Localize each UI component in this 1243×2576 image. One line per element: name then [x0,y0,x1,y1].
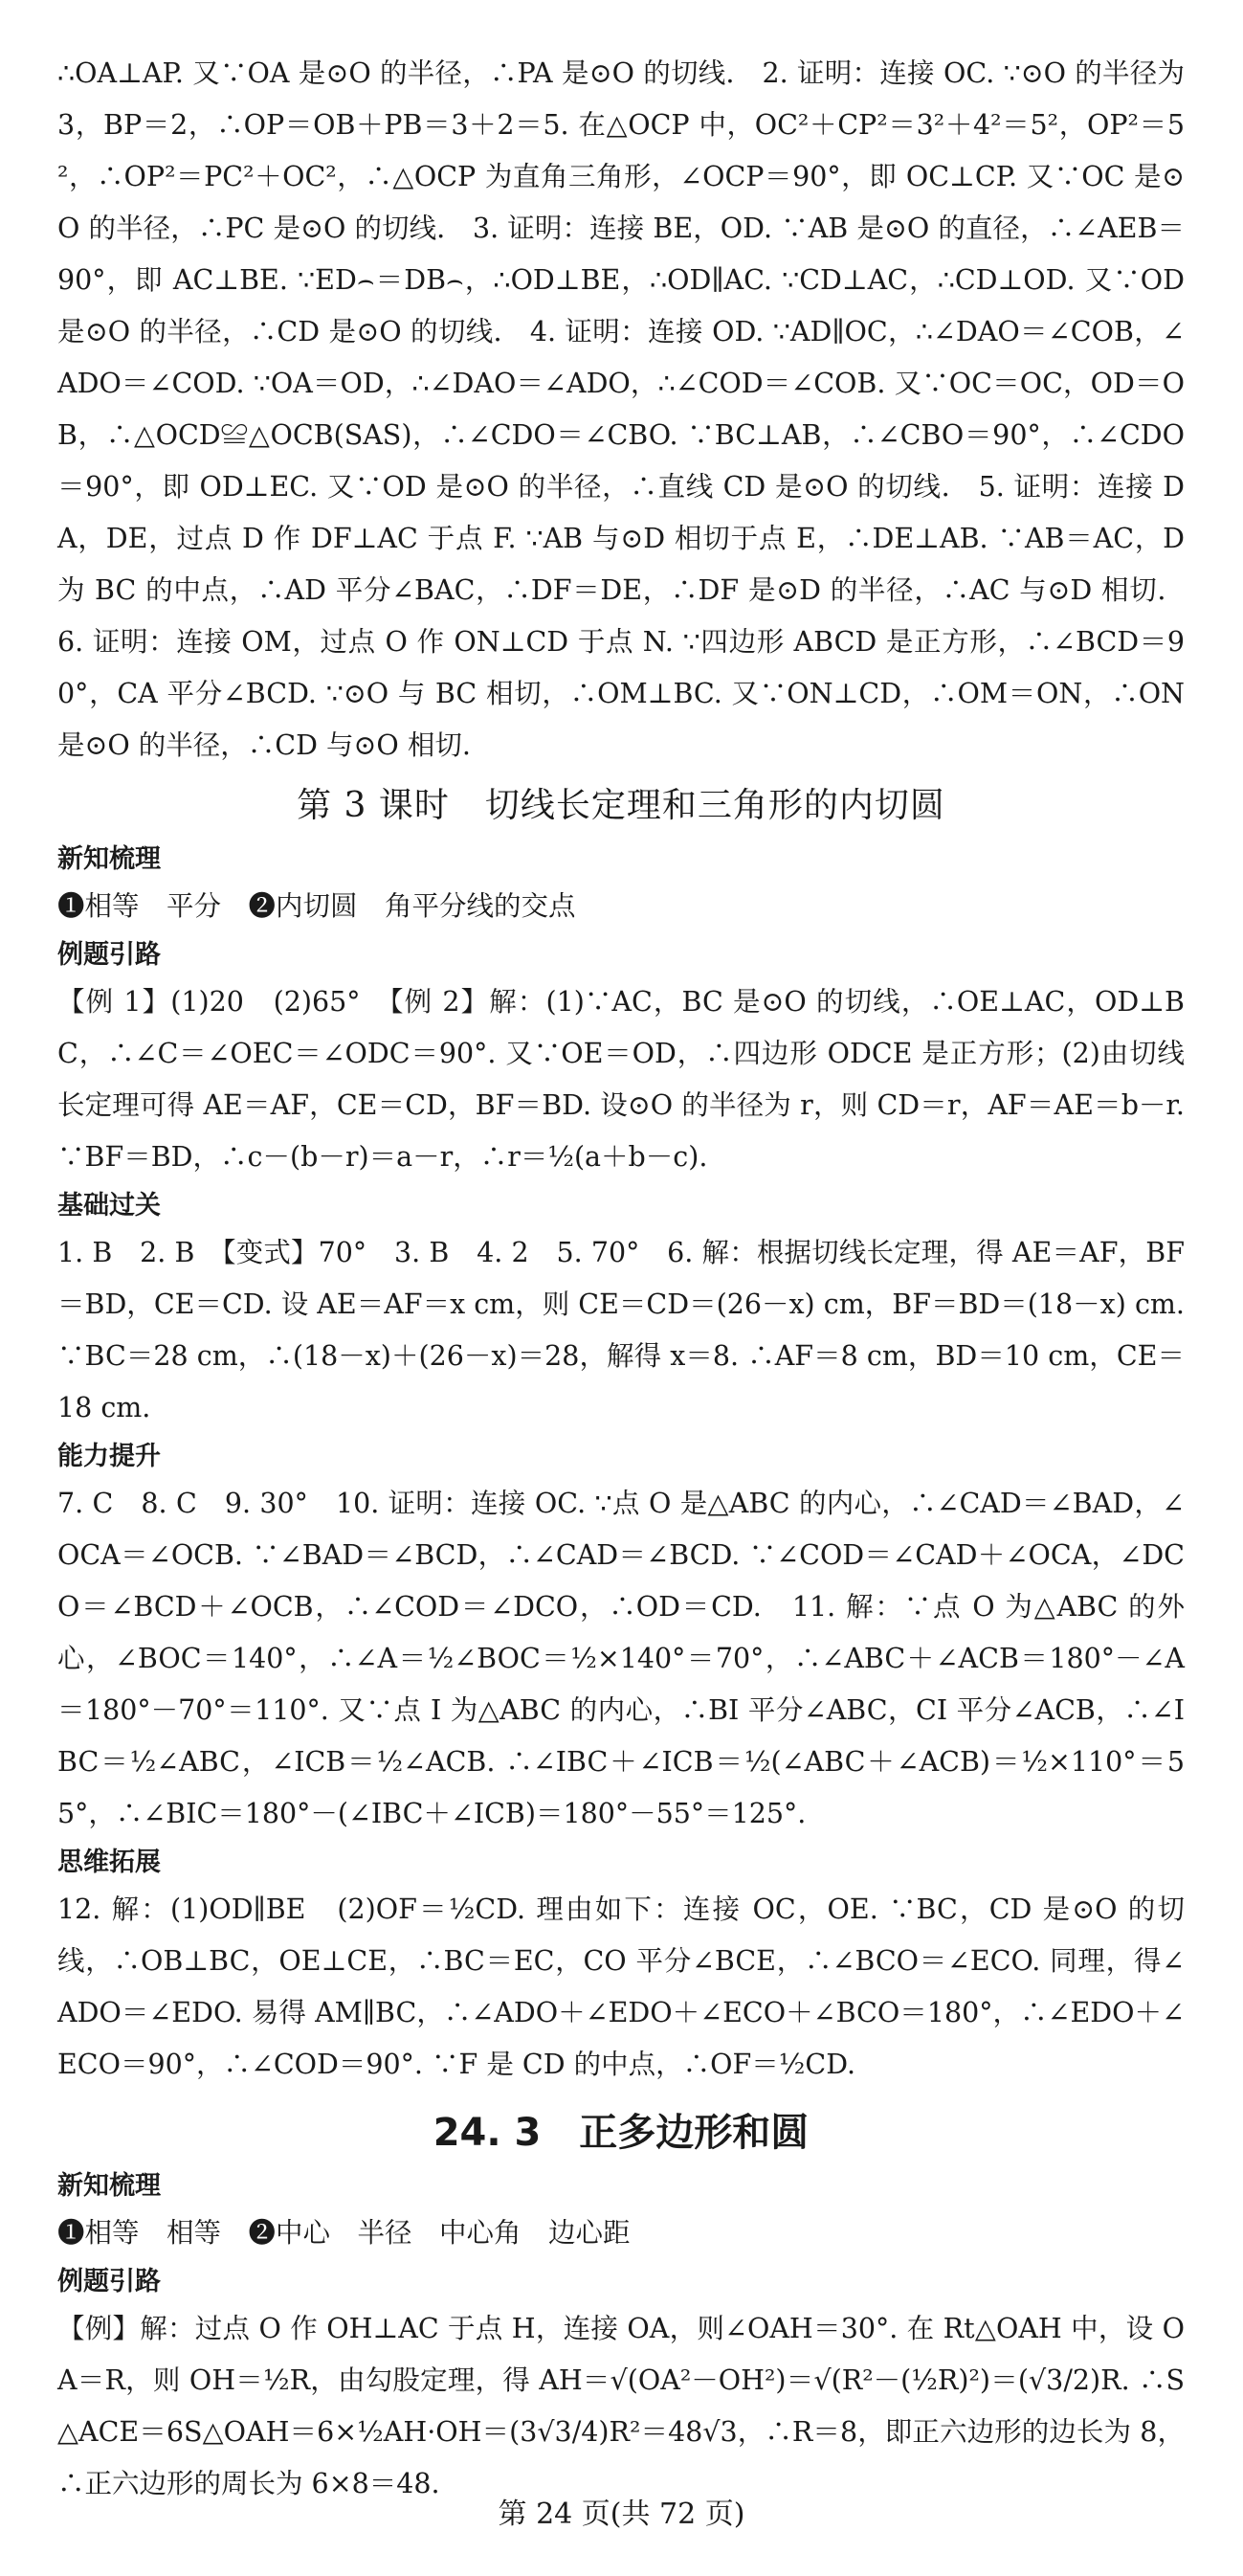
previous-lesson-answers: ∴OA⊥AP. 又∵OA 是⊙O 的半径，∴PA 是⊙O 的切线． 2. 证明：连接 OC. ∵⊙O 的半径为 3，BP＝2，∴OP＝OB＋PB＝3＋2＝5. 在△OCP 中，OC²＋CP²＝3²＋4²＝5²，OP²＝5²，∴OP²＝PC²＋OC²，∴△OCP 为直角三角形，∠OCP＝90°，即 OC⊥CP. 又∵OC 是⊙O 的半径，∴PC 是⊙O 的切线． 3. 证明：连接 BE，OD. ∵AB 是⊙O 的直径，∴∠AEB＝90°，即 AC⊥BE. ∵ED⌢＝DB⌢，∴OD⊥BE，∴OD∥AC. ∵CD⊥AC，∴CD⊥OD. 又∵OD 是⊙O 的半径，∴CD 是⊙O 的切线． 4. 证明：连接 OD. ∵AD∥OC，∴∠DAO＝∠COB，∠ADO＝∠COD. ∵OA＝OD，∴∠DAO＝∠ADO，∴∠COD＝∠COB. 又∵OC＝OC，OD＝OB，∴△OCD≌△OCB(SAS)，∴∠CDO＝∠CBO. ∵BC⊥AB，∴∠CBO＝90°，∴∠CDO＝90°，即 OD⊥EC. 又∵OD 是⊙O 的半径，∴直线 CD 是⊙O 的切线． 5. 证明：连接 DA，DE，过点 D 作 DF⊥AC 于点 F. ∵AB 与⊙D 相切于点 E，∴DE⊥AB. ∵AB＝AC，D 为 BC 的中点，∴AD 平分∠BAC，∴DF＝DE，∴DF 是⊙D 的半径，∴AC 与⊙D 相切． 6. 证明：连接 OM，过点 O 作 ON⊥CD 于点 N. ∵四边形 ABCD 是正方形，∴∠BCD＝90°，CA 平分∠BCD. ∵⊙O 与 BC 相切，∴OM⊥BC. 又∵ON⊥CD，∴OM＝ON，∴ON 是⊙O 的半径，∴CD 与⊙O 相切. [57,57,1185,761]
lesson3-xinzhi-heading: 新知梳理 [57,844,161,874]
section-24-3-title: 24. 3 正多边形和圆 [433,2111,810,2155]
lesson3-liti-text: 【例 1】(1)20 (2)65° 【例 2】解：(1)∵AC，BC 是⊙O 的切线，∴OE⊥AC，OD⊥BC，∴∠C＝∠OEC＝∠ODC＝90°. 又∵OE＝OD，∴四边形 ODCE 是正方形；(2)由切线长定理可得 AE＝AF，CE＝CD，BF＝BD. 设⊙O 的半径为 r，则 CD＝r，AF＝AE＝b－r. ∵BF＝BD，∴c－(b－r)＝a－r，∴r＝½(a＋b－c). [57,986,1185,1173]
section243-xinzhi-heading: 新知梳理 [57,2171,161,2201]
lesson3-liti-heading: 例题引路 [57,940,161,970]
lesson-3-title: 第 3 课时 切线长定理和三角形的内切圆 [297,786,945,825]
lesson3-jichu-heading: 基础过关 [57,1191,161,1221]
lesson3-xinzhi-text: ❶相等 平分 ❷内切圆 角平分线的交点 [57,890,576,922]
page-content [57,48,1185,2510]
section243-liti-text: 【例】解：过点 O 作 OH⊥AC 于点 H，连接 OA，则∠OAH＝30°. 在 Rt△OAH 中，设 OA＝R，则 OH＝½R，由勾股定理，得 AH＝√(OA²－OH²)＝√(R²－(½R)²)＝(√3/2)R. ∴S△ACE＝6S△OAH＝6×½AH·OH＝(3√3/4)R²＝48√3，∴R＝8，即正六边形的边长为 8，∴正六边形的周长为 6×8＝48. [57,2313,1185,2499]
page-footer: 第 24 页(共 72 页) [498,2498,745,2531]
lesson3-jichu-text: 1. B 2. B 【变式】70° 3. B 4. 2 5. 70° 6. 解：根据切线长定理，得 AE＝AF，BF＝BD，CE＝CD. 设 AE＝AF＝x cm，则 CE＝CD＝(26－x) cm，BF＝BD＝(18－x) cm. ∵BC＝28 cm，∴(18－x)＋(26－x)＝28，解得 x＝8. ∴AF＝8 cm，BD＝10 cm，CE＝18 cm. [57,1237,1185,1423]
section243-xinzhi-text: ❶相等 相等 ❷中心 半径 中心角 边心距 [57,2217,631,2249]
lesson3-nengli-text: 7. C 8. C 9. 30° 10. 证明：连接 OC. ∵点 O 是△ABC 的内心，∴∠CAD＝∠BAD，∠OCA＝∠OCB. ∵∠BAD＝∠BCD，∴∠CAD＝∠BCD. ∵∠COD＝∠CAD＋∠OCA，∠DCO＝∠BCD＋∠OCB，∴∠COD＝∠DCO，∴OD＝CD. 11. 解：∵点 O 为△ABC 的外心，∠BOC＝140°，∴∠A＝½∠BOC＝½×140°＝70°，∴∠ABC＋∠ACB＝180°－∠A＝180°－70°＝110°. 又∵点 I 为△ABC 的内心，∴BI 平分∠ABC，CI 平分∠ACB，∴∠IBC＝½∠ABC，∠ICB＝½∠ACB. ∴∠IBC＋∠ICB＝½(∠ABC＋∠ACB)＝½×110°＝55°，∴∠BIC＝180°－(∠IBC＋∠ICB)＝180°－55°＝125°. [57,1488,1185,1829]
lesson3-siwei-text: 12. 解：(1)OD∥BE (2)OF＝½CD. 理由如下：连接 OC，OE. ∵BC，CD 是⊙O 的切线，∴OB⊥BC，OE⊥CE，∴BC＝EC，CO 平分∠BCE，∴∠BCO＝∠ECO. 同理，得∠ADO＝∠EDO. 易得 AM∥BC，∴∠ADO＋∠EDO＋∠ECO＋∠BCO＝180°，∴∠EDO＋∠ECO＝90°，∴∠COD＝90°. ∵F 是 CD 的中点，∴OF＝½CD. [57,1893,1185,2080]
section243-liti-heading: 例题引路 [57,2267,161,2296]
lesson3-nengli-heading: 能力提升 [57,1442,161,1471]
lesson3-siwei-heading: 思维拓展 [57,1848,161,1877]
